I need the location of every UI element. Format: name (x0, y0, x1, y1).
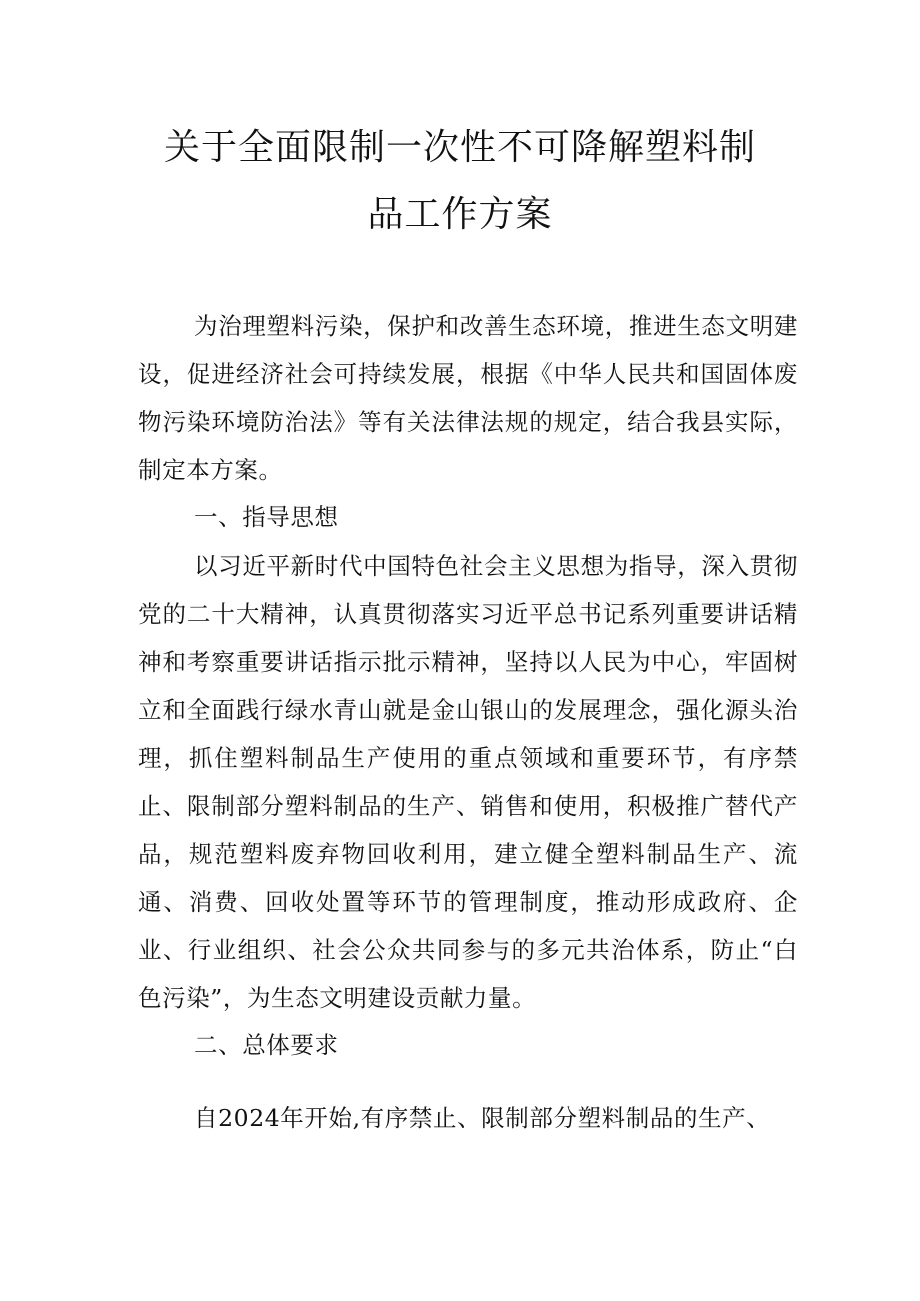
intro-paragraph: 为治理塑料污染，保护和改善生态环境，推进生态文明建设，促进经济社会可持续发展，根据《中华人民共和国固体废物污染环境防治法》等有关法律法规的规定，结合我县实际，制定本方案。 (138, 312, 798, 484)
guiding-ideology-paragraph: 以习近平新时代中国特色社会主义思想为指导，深入贯彻党的二十大精神，认真贯彻落实习近平总书记系列重要讲话精神和考察重要讲话指示批示精神，坚持以人民为中心，牢固树立和全面践行绿水青山就是金山银山的发展理念，强化源头治理，抓住塑料制品生产使用的重点领域和重要环节，有序禁止、限制部分塑料制品的生产、销售和使用，积极推广替代产品，规范塑料废弃物回收利用，建立健全塑料制品生产、流通、消费、回收处置等环节的管理制度，推动形成政府、企业、行业组织、社会公众共同参与的多元共治体系，防止“白色污染”，为生态文明建设贡献力量。 (138, 552, 798, 1012)
general-requirements-paragraph: 自2024年开始,有序禁止、限制部分塑料制品的生产、 (194, 1104, 771, 1132)
document-title-line-2: 品工作方案 (367, 194, 553, 235)
document-title-line-1: 关于全面限制一次性不可降解塑料制 (163, 127, 756, 168)
section-heading-general-requirements: 二、总体要求 (194, 1031, 339, 1059)
section-heading-guiding-ideology: 一、指导思想 (194, 503, 339, 531)
